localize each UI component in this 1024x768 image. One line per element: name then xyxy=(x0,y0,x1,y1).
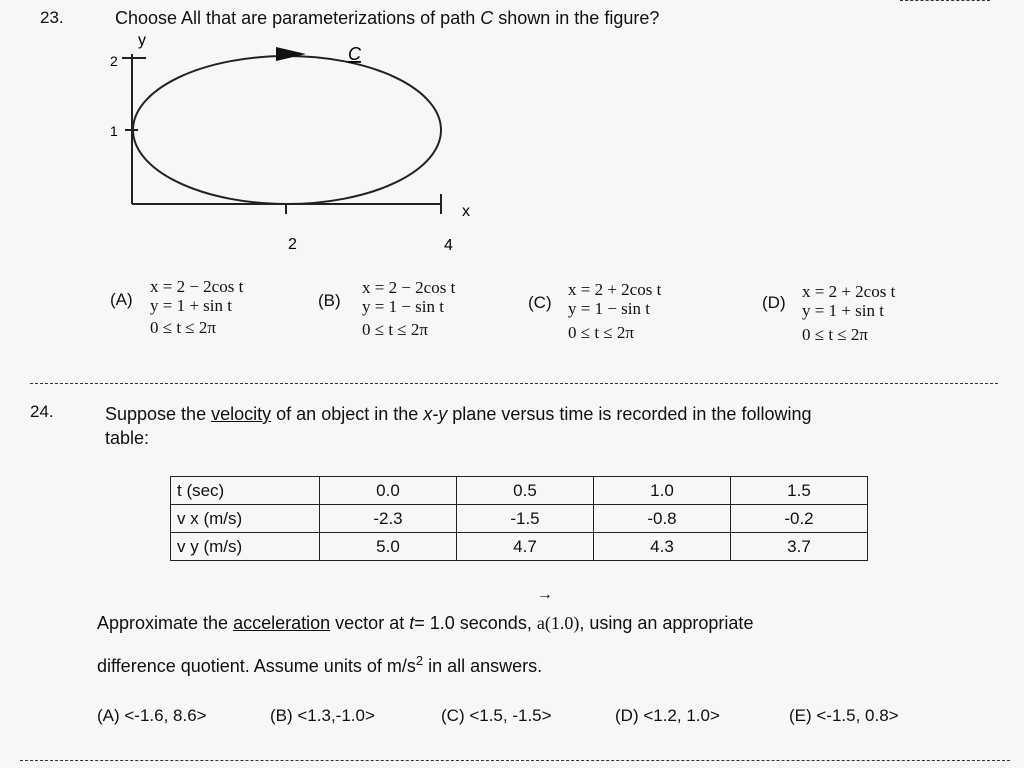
q23-choice-d-line2: y = 1 + sin t xyxy=(802,301,884,320)
table-row-header: v y (m/s) xyxy=(171,533,320,561)
table-cell: -0.2 xyxy=(731,505,868,533)
table-cell: 1.5 xyxy=(731,477,868,505)
q24-answer-a[interactable]: (A) <-1.6, 8.6> xyxy=(97,706,207,725)
path-figure xyxy=(100,28,500,263)
table-cell: 5.0 xyxy=(320,533,457,561)
table-cell: -2.3 xyxy=(320,505,457,533)
q23-choice-c-line2: y = 1 − sin t xyxy=(568,299,650,318)
q23-choice-b-label[interactable]: (B) xyxy=(318,291,341,310)
q24-prompt xyxy=(105,402,975,450)
x-tick-label-4: 4 xyxy=(444,237,453,254)
vector-a xyxy=(536,586,580,642)
q23-choice-a xyxy=(150,277,243,337)
table-cell: 0.0 xyxy=(320,477,457,505)
q23-choice-d-label[interactable]: (D) xyxy=(762,293,786,312)
y-tick-label-1: 1 xyxy=(110,123,118,139)
q23-prompt-var: C xyxy=(480,8,494,28)
q24-followup xyxy=(97,586,977,685)
table-cell: 0.5 xyxy=(457,477,594,505)
table-cell: -0.8 xyxy=(594,505,731,533)
table-cell: 4.7 xyxy=(457,533,594,561)
path-c-ellipse xyxy=(133,56,441,204)
q23-prompt xyxy=(115,6,659,30)
x-tick-label-2: 2 xyxy=(288,236,297,253)
q23-choice-b xyxy=(362,278,455,339)
table-cell: -1.5 xyxy=(457,505,594,533)
q24-followup-part2: vector at xyxy=(335,613,405,633)
bottom-divider xyxy=(20,760,1010,761)
q23-choice-a-line2: y = 1 + sin t xyxy=(150,296,232,315)
q24-prompt-part2: of an object in the xyxy=(276,404,419,424)
q24-answer-b[interactable]: (B) <1.3,-1.0> xyxy=(270,706,375,725)
q23-choice-d-line1: x = 2 + 2cos t xyxy=(802,282,896,301)
q23-choice-d xyxy=(802,282,895,344)
q23-choice-b-line1: x = 2 − 2cos t xyxy=(362,278,456,297)
q23-choice-a-line1: x = 2 − 2cos t xyxy=(150,277,244,296)
q24-followup-part4: , using an appropriate xyxy=(579,613,754,633)
q24-answer-c[interactable]: (C) <1.5, -1.5> xyxy=(441,706,552,725)
table-cell: 1.0 xyxy=(594,477,731,505)
q23-number: 23. xyxy=(40,8,64,27)
q23-choice-b-line2: y = 1 − sin t xyxy=(362,297,444,316)
q24-followup-line2b: in all answers. xyxy=(423,656,543,676)
table-row-header: t (sec) xyxy=(171,477,320,505)
q23-choice-c-line3: 0 ≤ t ≤ 2π xyxy=(568,323,634,342)
vector-arrow-icon: → xyxy=(536,586,553,603)
q24-prompt-part1: Suppose the xyxy=(105,404,207,424)
q23-choice-a-label[interactable]: (A) xyxy=(110,290,133,309)
y-axis-label: y xyxy=(138,32,146,49)
table-row xyxy=(171,505,868,533)
q24-answer-d[interactable]: (D) <1.2, 1.0> xyxy=(615,706,720,725)
q24-prompt-var: x-y xyxy=(423,404,448,424)
q23-prompt-after: shown in the figure? xyxy=(498,8,660,28)
q24-prompt-underlined: velocity xyxy=(211,404,272,424)
q24-followup-sup: 2 xyxy=(415,653,424,668)
q23-choice-c-line1: x = 2 + 2cos t xyxy=(568,280,662,299)
question-divider xyxy=(30,383,998,384)
x-axis-label: x xyxy=(462,203,470,220)
q24-followup-line2a: difference quotient. Assume units of m/s xyxy=(97,656,416,676)
q24-answer-e[interactable]: (E) <-1.5, 0.8> xyxy=(789,706,899,725)
table-cell: 4.3 xyxy=(594,533,731,561)
q24-followup-vec: a(1.0) xyxy=(536,613,580,633)
q24-followup-part1: Approximate the xyxy=(97,613,229,633)
q24-followup-underlined: acceleration xyxy=(233,613,331,633)
q23-choice-d-line3: 0 ≤ t ≤ 2π xyxy=(802,325,868,344)
q23-choice-c xyxy=(568,280,661,342)
table-row xyxy=(171,477,868,505)
curve-label: C xyxy=(348,44,361,64)
q23-choice-b-line3: 0 ≤ t ≤ 2π xyxy=(362,320,428,339)
q23-choice-c-label[interactable]: (C) xyxy=(528,293,552,312)
q24-prompt-line2: table: xyxy=(105,428,150,448)
velocity-table xyxy=(170,476,868,561)
top-divider xyxy=(900,0,990,1)
q24-number: 24. xyxy=(30,402,54,421)
q23-prompt-before: Choose All that are parameterizations of path xyxy=(115,8,476,28)
y-tick-label-2: 2 xyxy=(110,53,118,69)
q24-followup-part3: = 1.0 seconds, xyxy=(414,613,532,633)
table-row-header: v x (m/s) xyxy=(171,505,320,533)
q24-followup-t: t xyxy=(409,613,415,633)
table-row xyxy=(171,533,868,561)
q23-choice-a-line3: 0 ≤ t ≤ 2π xyxy=(150,318,216,337)
direction-arrow-icon xyxy=(276,47,306,61)
q24-prompt-part3: plane versus time is recorded in the following xyxy=(452,404,812,424)
table-cell: 3.7 xyxy=(731,533,868,561)
